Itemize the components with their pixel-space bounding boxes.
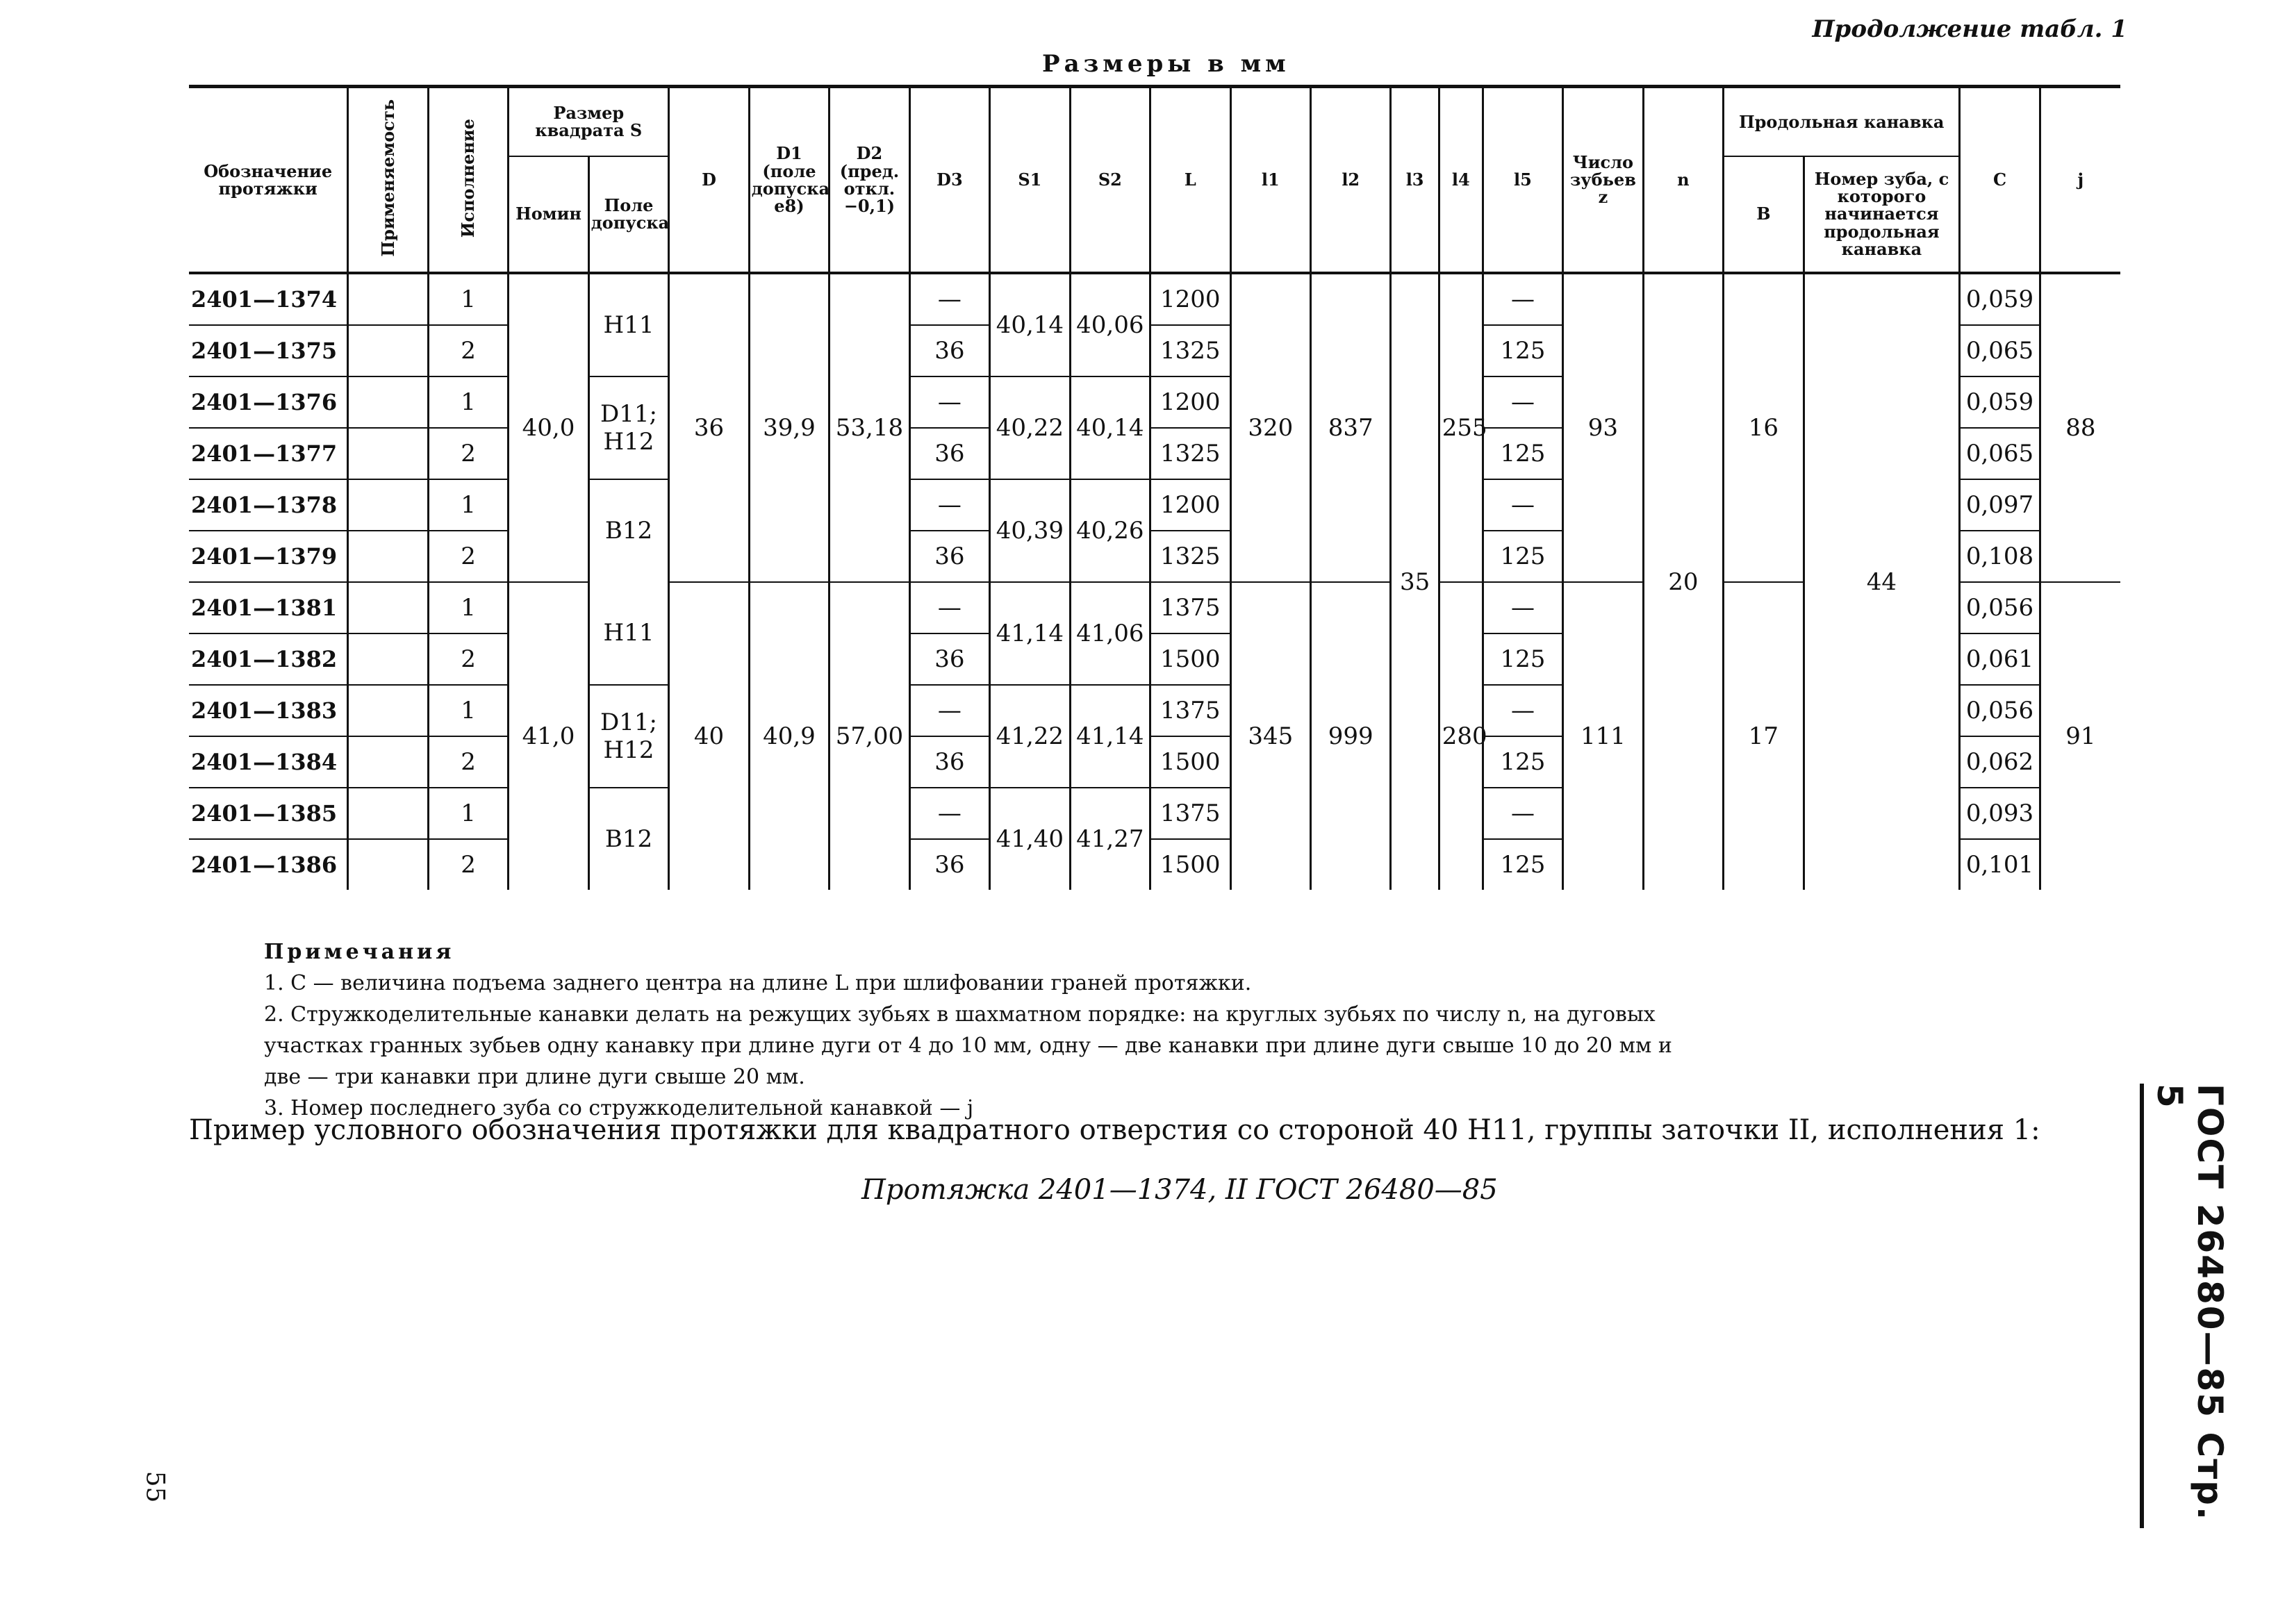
side-header-text: ГОСТ 26480—85 Стр. 5 (2140, 1084, 2230, 1528)
l3-cell: 35 (1391, 273, 1439, 890)
C-cell: 0,062 (1960, 736, 2040, 788)
notes (264, 936, 1688, 1124)
version-cell: 1 (428, 273, 508, 325)
tolerance-cell: H11 (588, 273, 668, 376)
applicability-cell (348, 479, 428, 531)
C-cell: 0,097 (1960, 479, 2040, 531)
th-D1: D1 (поле допуска e8) (749, 87, 829, 273)
C-cell: 0,093 (1960, 788, 2040, 839)
groove-tooth-cell: 44 (1804, 273, 1960, 890)
th-D2: D2 (пред. откл. −0,1) (830, 87, 909, 273)
l5-cell: — (1483, 273, 1562, 325)
designation-string: Протяжка 2401—1374, II ГОСТ 26480—85 (861, 1174, 1498, 1206)
th-version-label: Исполнение (458, 119, 479, 238)
applicability-cell (348, 633, 428, 685)
S2-cell: 40,06 (1070, 273, 1150, 376)
th-D: D (669, 87, 749, 273)
D3-cell: 36 (909, 428, 989, 479)
L-cell: 1375 (1150, 582, 1230, 633)
th-teeth-count: Число зубьев z (1563, 87, 1643, 273)
nominal-cell: 40,0 (509, 273, 588, 582)
applicability-cell (348, 273, 428, 325)
S2-cell: 40,14 (1070, 376, 1150, 479)
applicability-cell (348, 325, 428, 376)
L-cell: 1200 (1150, 376, 1230, 428)
code-cell: 2401—1386 (189, 839, 348, 890)
th-version (428, 87, 508, 273)
l5-cell: 125 (1483, 325, 1562, 376)
designation-example: Пример условного обозначения протяжки для квадратного отверстия со стороной 40 H11, группы заточки II, исполнения 1: (189, 1114, 2040, 1146)
th-l5: l5 (1483, 87, 1562, 273)
l4-cell: 255 (1439, 273, 1483, 582)
applicability-cell (348, 685, 428, 736)
D3-cell: — (909, 479, 989, 531)
D3-cell: — (909, 273, 989, 325)
L-cell: 1500 (1150, 839, 1230, 890)
th-L: L (1150, 87, 1230, 273)
D-cell: 36 (669, 273, 749, 582)
code-cell: 2401—1378 (189, 479, 348, 531)
th-S2: S2 (1070, 87, 1150, 273)
S1-cell: 41,22 (990, 685, 1070, 788)
note-item: 2. Стружкоделительные канавки делать на режущих зубьях в шахматном порядке: на круглых зубьях по числу n, на дуговых участках гранных зубьев одну канавку при длине дуги от 4 до 10 мм, одну — две канавки при длине дуги свыше 10 до 20 мм и две — три канавки при длине дуги свыше 20 мм. (264, 1002, 1672, 1089)
code-cell: 2401—1374 (189, 273, 348, 325)
l2-cell: 999 (1311, 582, 1391, 890)
th-groove: Продольная канавка (1724, 87, 1960, 156)
L-cell: 1500 (1150, 736, 1230, 788)
applicability-cell (348, 428, 428, 479)
n-cell: 20 (1643, 273, 1723, 890)
units-caption: Размеры в мм (1042, 50, 1290, 78)
l5-cell: 125 (1483, 428, 1562, 479)
version-cell: 2 (428, 736, 508, 788)
applicability-cell (348, 788, 428, 839)
j-cell: 88 (2040, 273, 2120, 582)
L-cell: 1325 (1150, 531, 1230, 582)
D-cell: 40 (669, 582, 749, 890)
applicability-cell (348, 839, 428, 890)
L-cell: 1325 (1150, 325, 1230, 376)
S2-cell: 41,14 (1070, 685, 1150, 788)
S2-cell: 41,06 (1070, 582, 1150, 685)
version-cell: 1 (428, 685, 508, 736)
D3-cell: — (909, 788, 989, 839)
th-l1: l1 (1230, 87, 1310, 273)
version-cell: 1 (428, 788, 508, 839)
code-cell: 2401—1383 (189, 685, 348, 736)
l1-cell: 320 (1230, 273, 1310, 582)
C-cell: 0,061 (1960, 633, 2040, 685)
l5-cell: — (1483, 376, 1562, 428)
D3-cell: 36 (909, 736, 989, 788)
applicability-cell (348, 376, 428, 428)
code-cell: 2401—1384 (189, 736, 348, 788)
notes-title: Примечания (264, 940, 455, 964)
th-designation: Обозначение протяжки (189, 87, 348, 273)
th-nominal: Номин (509, 156, 588, 273)
D1-cell: 40,9 (749, 582, 829, 890)
version-cell: 1 (428, 582, 508, 633)
dimensions-table (189, 85, 2120, 890)
D3-cell: 36 (909, 325, 989, 376)
th-tolerance-field: Поле допуска (588, 156, 668, 273)
C-cell: 0,065 (1960, 325, 2040, 376)
th-l4: l4 (1439, 87, 1483, 273)
version-cell: 1 (428, 479, 508, 531)
D3-cell: 36 (909, 531, 989, 582)
D2-cell: 57,00 (830, 582, 909, 890)
version-cell: 2 (428, 839, 508, 890)
D3-cell: — (909, 685, 989, 736)
tolerance-cell: B12 (588, 788, 668, 890)
C-cell: 0,056 (1960, 582, 2040, 633)
applicability-cell (348, 531, 428, 582)
page-number: 55 (140, 1470, 170, 1503)
S2-cell: 41,27 (1070, 788, 1150, 890)
l4-cell: 280 (1439, 582, 1483, 890)
th-C: C (1960, 87, 2040, 273)
tolerance-cell: H11 (588, 582, 668, 685)
l5-cell: — (1483, 479, 1562, 531)
S1-cell: 41,40 (990, 788, 1070, 890)
C-cell: 0,065 (1960, 428, 2040, 479)
l5-cell: — (1483, 582, 1562, 633)
l5-cell: 125 (1483, 736, 1562, 788)
applicability-cell (348, 736, 428, 788)
l5-cell: 125 (1483, 633, 1562, 685)
D2-cell: 53,18 (830, 273, 909, 582)
l5-cell: 125 (1483, 531, 1562, 582)
version-cell: 1 (428, 376, 508, 428)
j-cell: 91 (2040, 582, 2120, 890)
th-l2: l2 (1311, 87, 1391, 273)
L-cell: 1375 (1150, 685, 1230, 736)
code-cell: 2401—1375 (189, 325, 348, 376)
D3-cell: — (909, 582, 989, 633)
note-item: 3. Номер последнего зуба со стружкоделительной канавкой — j (264, 1096, 974, 1120)
C-cell: 0,059 (1960, 376, 2040, 428)
groove-B-cell: 17 (1724, 582, 1804, 890)
table-row (189, 273, 2120, 325)
C-cell: 0,059 (1960, 273, 2040, 325)
code-cell: 2401—1376 (189, 376, 348, 428)
version-cell: 2 (428, 325, 508, 376)
code-cell: 2401—1377 (189, 428, 348, 479)
th-square-size: Размер квадрата S (509, 87, 669, 156)
side-header (2140, 1084, 2230, 1528)
L-cell: 1500 (1150, 633, 1230, 685)
l2-cell: 837 (1311, 273, 1391, 582)
l1-cell: 345 (1230, 582, 1310, 890)
S1-cell: 40,22 (990, 376, 1070, 479)
L-cell: 1200 (1150, 273, 1230, 325)
applicability-cell (348, 582, 428, 633)
tolerance-cell: B12 (588, 479, 668, 582)
code-cell: 2401—1381 (189, 582, 348, 633)
S2-cell: 40,26 (1070, 479, 1150, 582)
tolerance-cell: D11; H12 (588, 376, 668, 479)
tolerance-cell: D11; H12 (588, 685, 668, 788)
th-n: n (1643, 87, 1723, 273)
th-applicability-label: Применяемость (378, 99, 398, 257)
C-cell: 0,056 (1960, 685, 2040, 736)
th-groove-tooth: Номер зуба, с которого начинается продольная канавка (1804, 156, 1960, 273)
D1-cell: 39,9 (749, 273, 829, 582)
L-cell: 1325 (1150, 428, 1230, 479)
code-cell: 2401—1379 (189, 531, 348, 582)
C-cell: 0,108 (1960, 531, 2040, 582)
S1-cell: 40,39 (990, 479, 1070, 582)
code-cell: 2401—1382 (189, 633, 348, 685)
groove-B-cell: 16 (1724, 273, 1804, 582)
th-groove-B: B (1724, 156, 1804, 273)
l5-cell: — (1483, 685, 1562, 736)
code-cell: 2401—1385 (189, 788, 348, 839)
S1-cell: 40,14 (990, 273, 1070, 376)
D3-cell: 36 (909, 633, 989, 685)
nominal-cell: 41,0 (509, 582, 588, 890)
l5-cell: — (1483, 788, 1562, 839)
th-j: j (2040, 87, 2120, 273)
L-cell: 1375 (1150, 788, 1230, 839)
th-S1: S1 (990, 87, 1070, 273)
C-cell: 0,101 (1960, 839, 2040, 890)
D3-cell: 36 (909, 839, 989, 890)
th-D3: D3 (909, 87, 989, 273)
version-cell: 2 (428, 428, 508, 479)
teeth-count-cell: 111 (1563, 582, 1643, 890)
S1-cell: 41,14 (990, 582, 1070, 685)
th-l3: l3 (1391, 87, 1439, 273)
continuation-title: Продолжение табл. 1 (1812, 15, 2127, 43)
version-cell: 2 (428, 633, 508, 685)
l5-cell: 125 (1483, 839, 1562, 890)
version-cell: 2 (428, 531, 508, 582)
D3-cell: — (909, 376, 989, 428)
note-item: 1. C — величина подъема заднего центра на длине L при шлифовании граней протяжки. (264, 971, 1252, 995)
L-cell: 1200 (1150, 479, 1230, 531)
th-applicability (348, 87, 428, 273)
teeth-count-cell: 93 (1563, 273, 1643, 582)
